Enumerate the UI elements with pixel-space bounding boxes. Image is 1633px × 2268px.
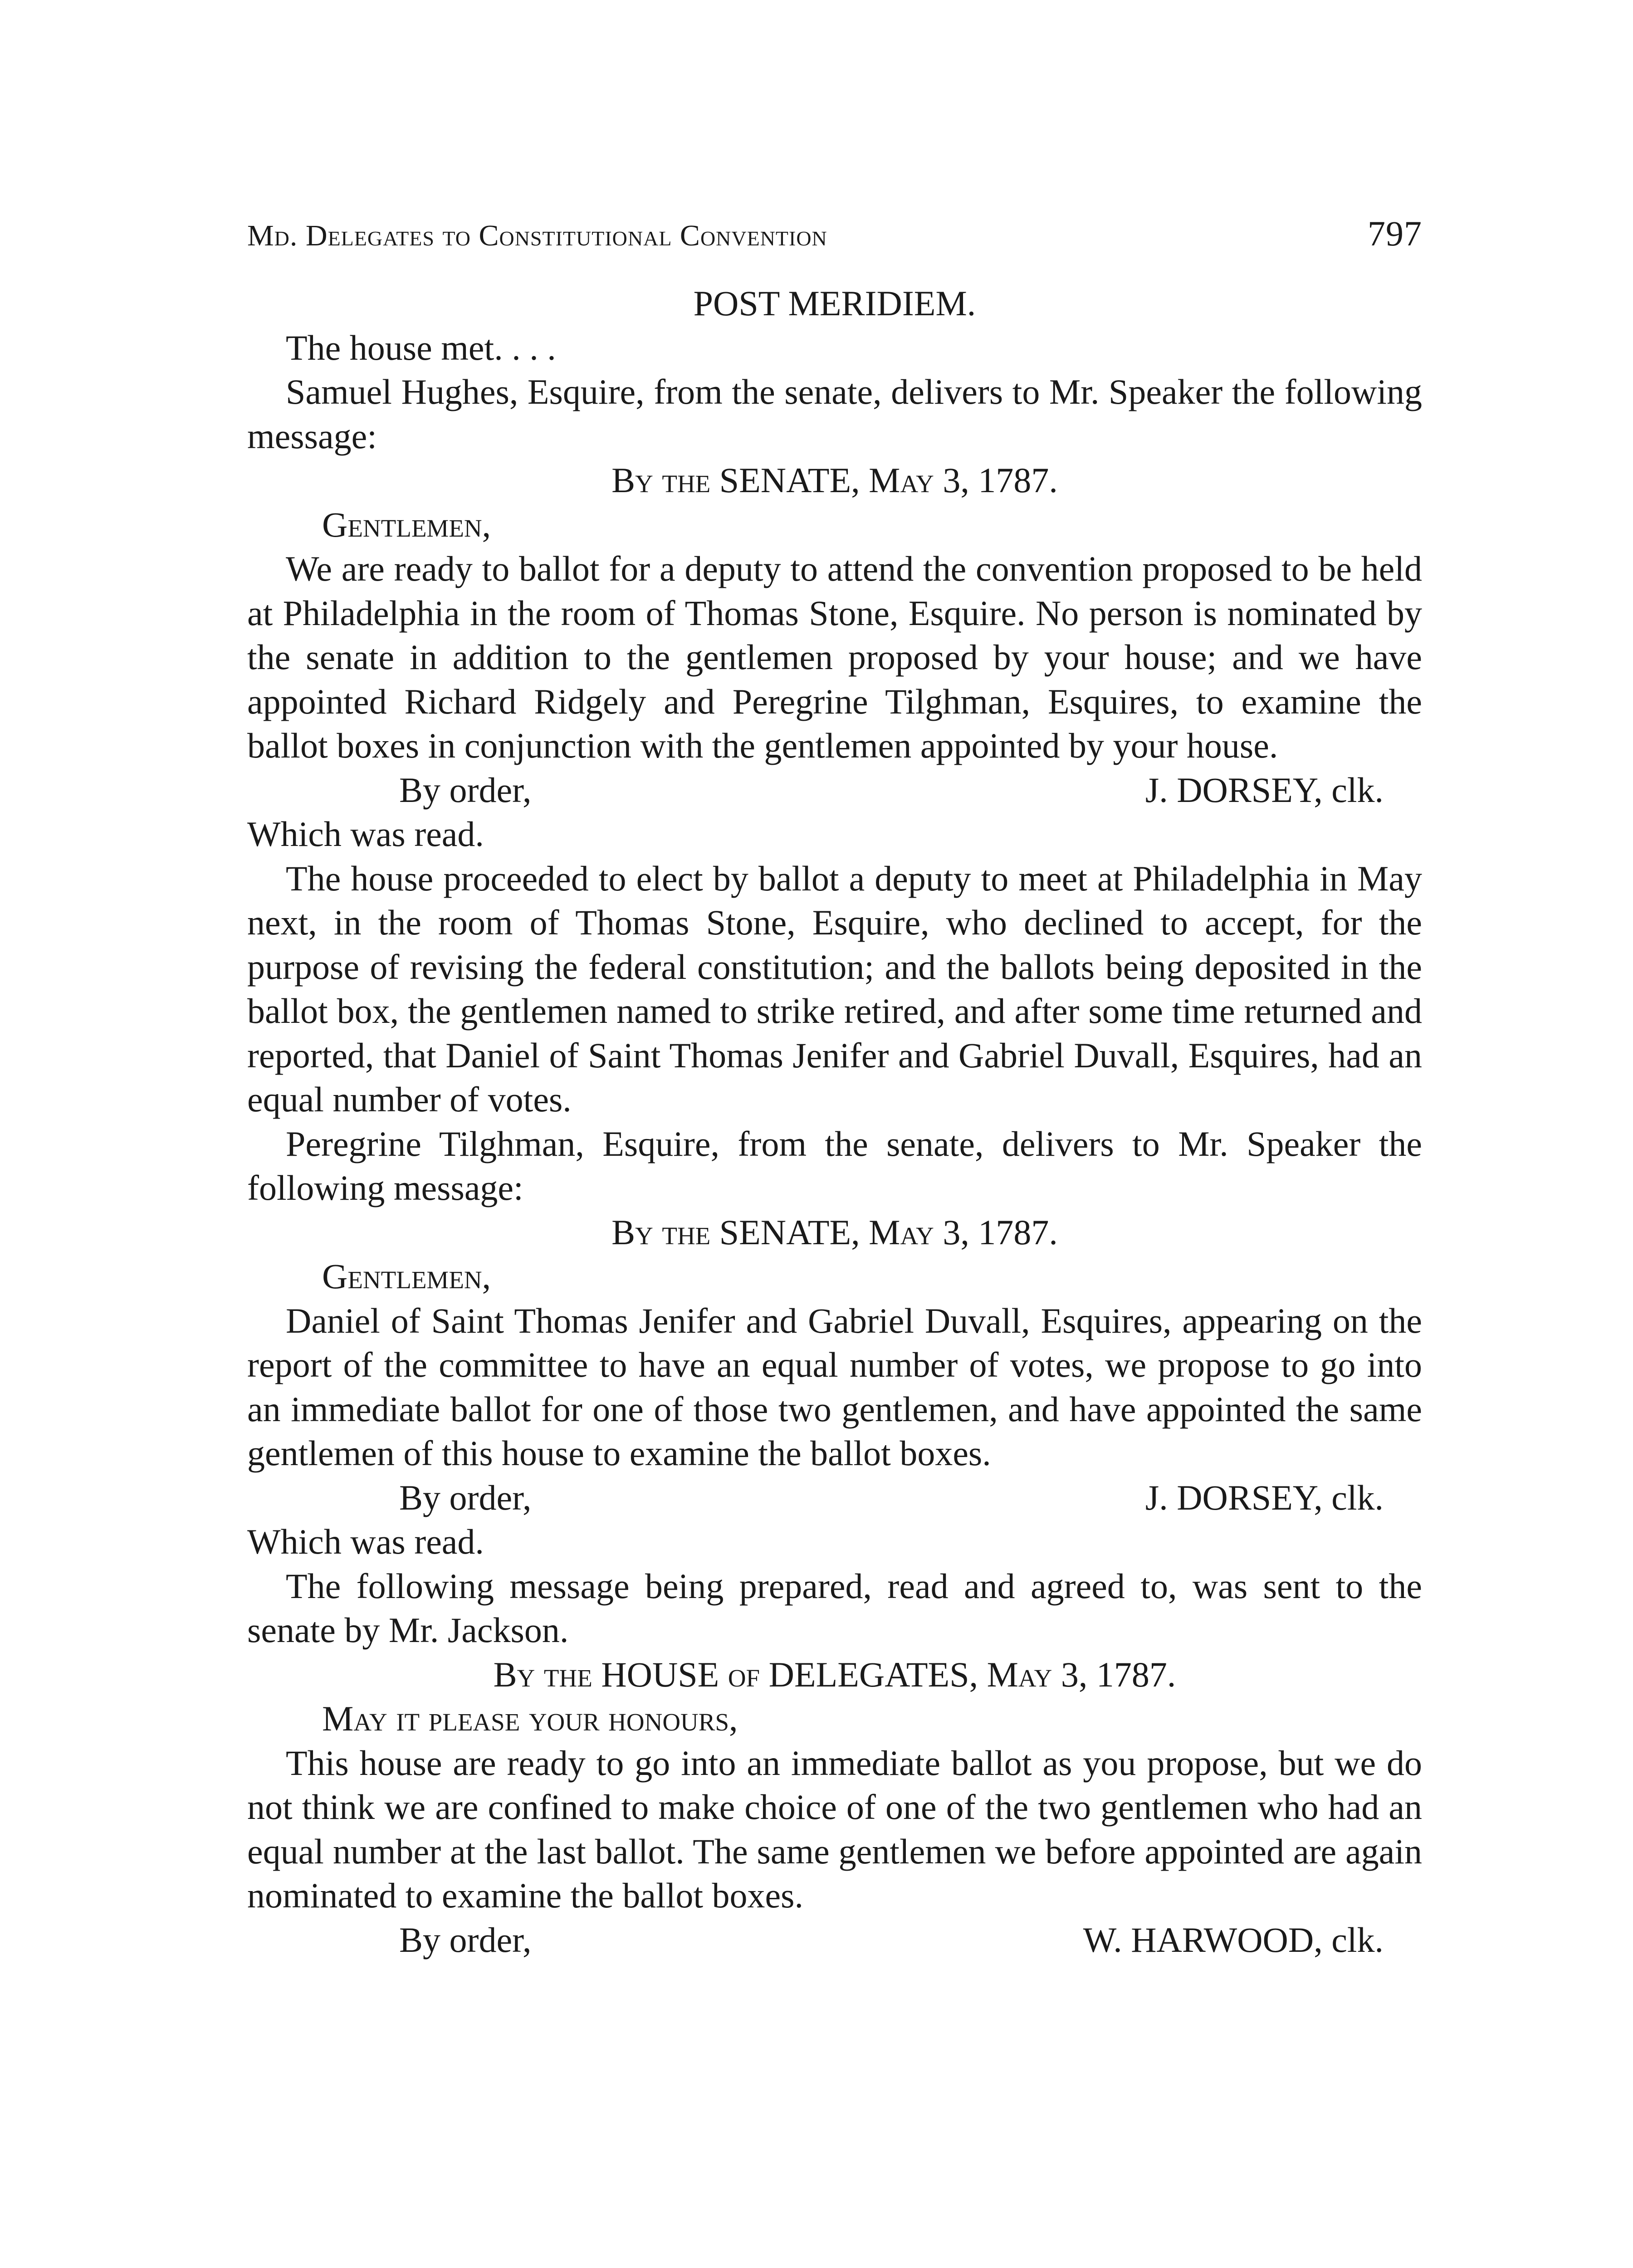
signature-line bbox=[247, 1918, 1422, 1962]
by-order-label: By order, bbox=[399, 1920, 532, 1960]
salutation: May it please your honours, bbox=[322, 1699, 738, 1738]
date-line: By the SENATE, May 3, 1787. bbox=[611, 1212, 1058, 1252]
date-line: By the HOUSE of DELEGATES, May 3, 1787. bbox=[493, 1654, 1176, 1694]
paragraph: Which was read. bbox=[247, 814, 484, 854]
signature-line bbox=[247, 1476, 1422, 1520]
paragraph: The following message being prepared, read and agreed to, was sent to the senate by Mr. Jackson. bbox=[247, 1566, 1422, 1650]
paragraph: This house are ready to go into an immediate ballot as you propose, but we do not think we are confined to make choice of one of the two gentlemen who had an equal number at the last ballot. The same gentlemen we before appointed are again nominated to examine the ballot boxes. bbox=[247, 1743, 1422, 1915]
paragraph: Which was read. bbox=[247, 1522, 484, 1561]
salutation: Gentlemen, bbox=[322, 1256, 491, 1296]
paragraph: We are ready to ballot for a deputy to attend the convention proposed to be held at Philadelphia in the room of Thomas Stone, Esquire. No person is nominated by the senate in addition to the gentlemen proposed by your house; and we have appointed Richard Ridgely and Peregrine Tilghman, Esquires, to examine the ballot boxes in conjunction with the gentlemen appointed by your house. bbox=[247, 549, 1422, 765]
by-order-label: By order, bbox=[399, 1477, 532, 1517]
signature-line bbox=[247, 768, 1422, 812]
clerk-signature: J. DORSEY, clk. bbox=[1145, 770, 1384, 810]
date-line: By the SENATE, May 3, 1787. bbox=[611, 460, 1058, 500]
paragraph: Samuel Hughes, Esquire, from the senate, delivers to Mr. Speaker the following message: bbox=[247, 372, 1422, 456]
by-order-label: By order, bbox=[399, 770, 532, 810]
paragraph: The house met. . . . bbox=[286, 327, 556, 367]
clerk-signature: W. HARWOOD, clk. bbox=[1083, 1920, 1384, 1960]
clerk-signature: J. DORSEY, clk. bbox=[1145, 1477, 1384, 1517]
section-heading: POST MERIDIEM. bbox=[693, 284, 976, 323]
salutation: Gentlemen, bbox=[322, 504, 491, 544]
page-number: 797 bbox=[1368, 214, 1422, 253]
running-head-title: Md. Delegates to Constitutional Convention bbox=[247, 219, 827, 252]
document-page bbox=[247, 213, 1422, 1962]
body-text bbox=[247, 281, 1422, 1962]
paragraph: Daniel of Saint Thomas Jenifer and Gabriel Duvall, Esquires, appearing on the report of the committee to have an equal number of votes, we propose to go into an immediate ballot for one of those two gentlemen, and have appointed the same gentlemen of this house to examine the ballot boxes. bbox=[247, 1300, 1422, 1473]
paragraph: The house proceeded to elect by ballot a deputy to meet at Philadelphia in May next, in the room of Thomas Stone, Esquire, who declined to accept, for the purpose of revising the federal constitution; and the ballots being deposited in the ballot box, the gentlemen named to strike retired, and after some time returned and reported, that Daniel of Saint Thomas Jenifer and Gabriel Duvall, Esquires, had an equal number of votes. bbox=[247, 858, 1422, 1119]
paragraph: Peregrine Tilghman, Esquire, from the senate, delivers to Mr. Speaker the following message: bbox=[247, 1124, 1422, 1207]
running-head bbox=[247, 213, 1422, 281]
